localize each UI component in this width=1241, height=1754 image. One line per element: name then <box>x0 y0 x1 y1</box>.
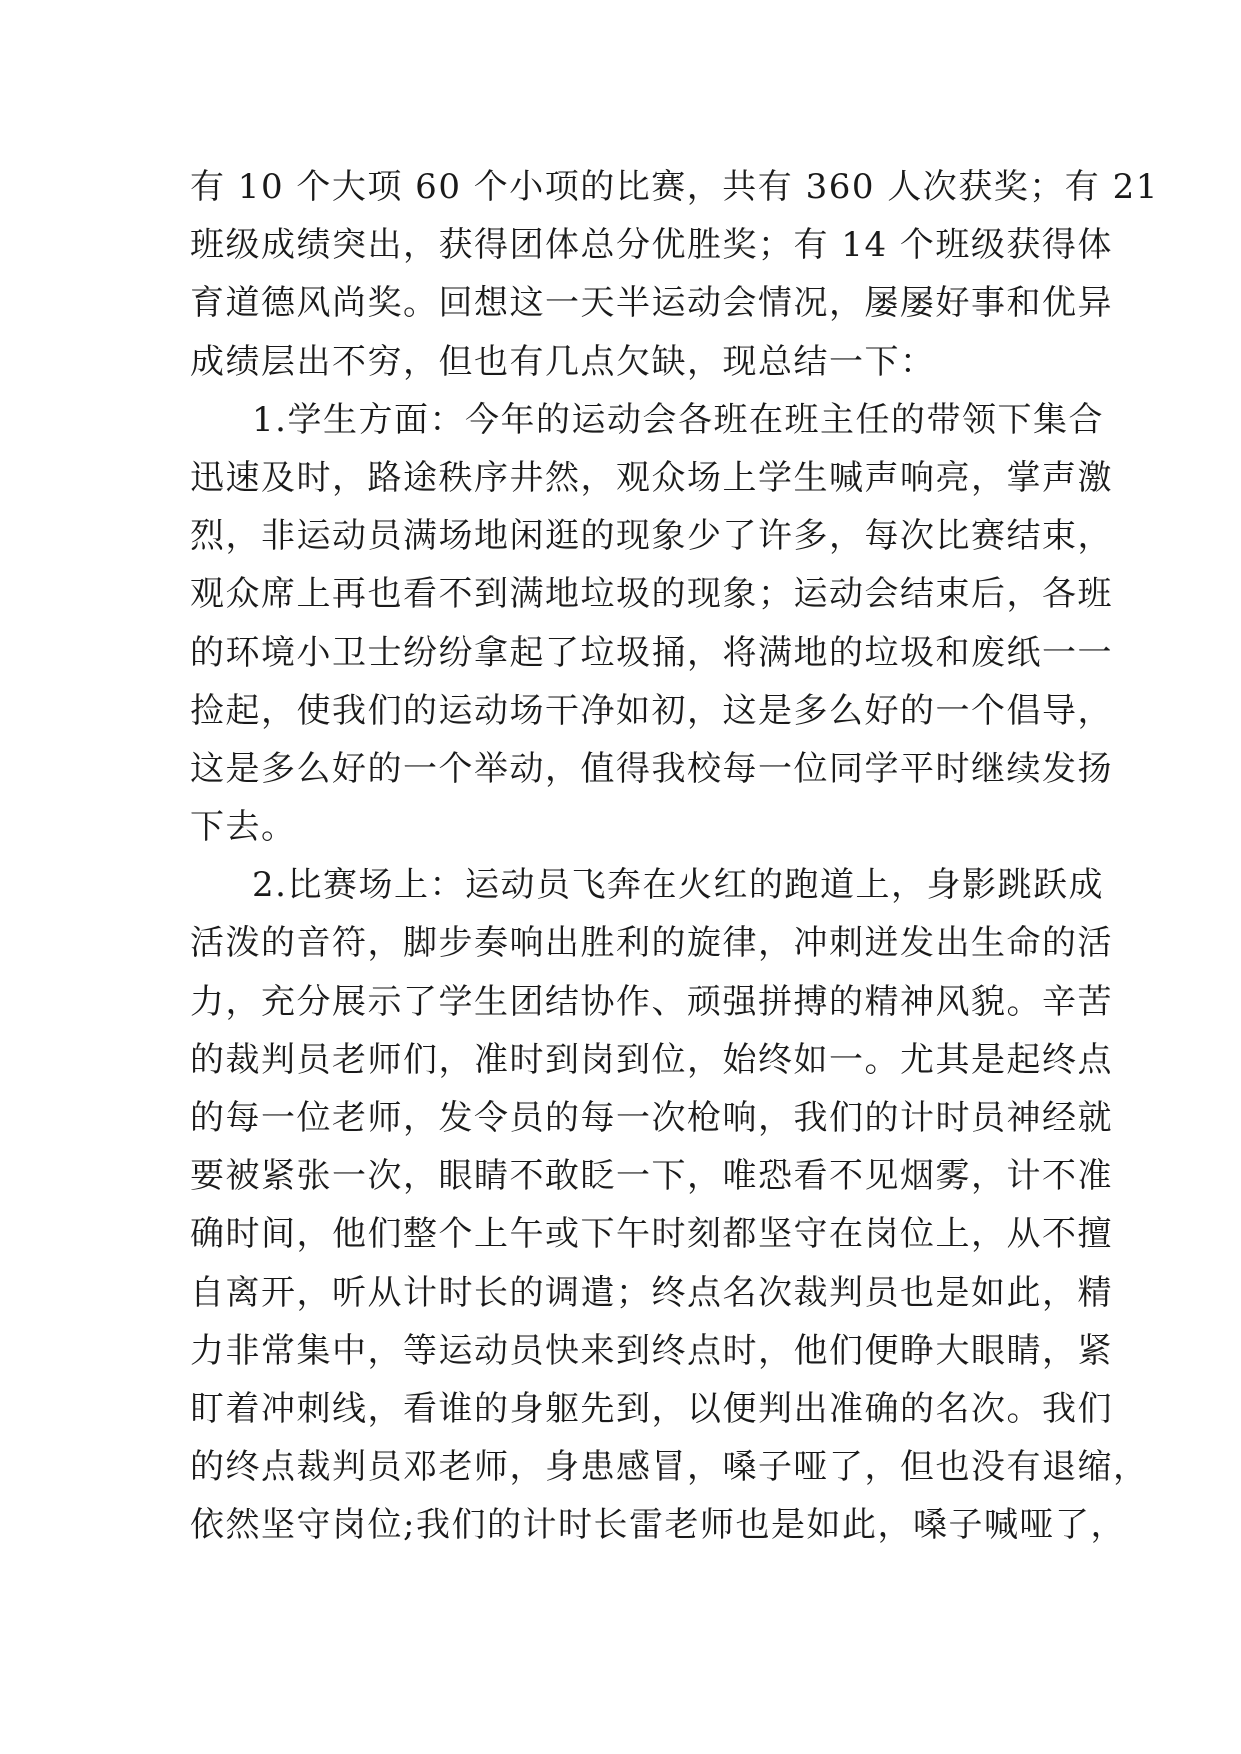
text-line: 捡起，使我们的运动场干净如初，这是多么好的一个倡导， <box>190 690 1113 731</box>
text-line: 这是多么好的一个举动，值得我校每一位同学平时继续发扬 <box>190 748 1113 789</box>
text-line: 力非常集中，等运动员快来到终点时，他们便睁大眼睛，紧 <box>190 1330 1113 1371</box>
body-text <box>190 158 1159 1555</box>
text-line: 成绩层出不穷，但也有几点欠缺，现总结一下： <box>190 341 936 382</box>
text-line: 确时间，他们整个上午或下午时刻都坚守在岗位上，从不擅 <box>190 1214 1113 1255</box>
text-line: 的每一位老师，发令员的每一次枪响，我们的计时员神经就 <box>190 1098 1113 1138</box>
text-line: 班级成绩突出，获得团体总分优胜奖；有 14 个班级获得体 <box>190 225 1113 266</box>
text-line: 的裁判员老师们，准时到岗到位，始终如一。尤其是起终点 <box>190 1039 1113 1080</box>
text-line: 下去。 <box>190 807 297 848</box>
text-line: 盯着冲刺线，看谁的身躯先到，以便判出准确的名次。我们 <box>190 1388 1113 1429</box>
text-line: 的环境小卫士纷纷拿起了垃圾捅，将满地的垃圾和废纸一一 <box>190 632 1113 673</box>
text-line: 有 10 个大项 60 个小项的比赛，共有 360 人次获奖；有 21 <box>190 167 1159 207</box>
text-line: 1.学生方面：今年的运动会各班在班主任的带领下集合 <box>252 399 1104 440</box>
text-line: 依然坚守岗位;我们的计时长雷老师也是如此，嗓子喊哑了， <box>190 1505 1126 1546</box>
text-line: 活泼的音符，脚步奏响出胜利的旋律，冲刺迸发出生命的活 <box>190 923 1113 964</box>
text-line: 烈，非运动员满场地闲逛的现象少了许多，每次比赛结束， <box>190 516 1113 557</box>
text-line: 的终点裁判员邓老师，身患感冒，嗓子哑了，但也没有退缩， <box>190 1447 1149 1488</box>
text-line: 自离开，听从计时长的调遣；终点名次裁判员也是如此，精 <box>190 1272 1113 1313</box>
text-line: 观众席上再也看不到满地垃圾的现象；运动会结束后，各班 <box>190 574 1113 615</box>
text-line: 育道德风尚奖。回想这一天半运动会情况，屡屡好事和优异 <box>190 283 1113 324</box>
text-line: 要被紧张一次，眼睛不敢眨一下，唯恐看不见烟雾，计不准 <box>190 1156 1113 1197</box>
text-line: 迅速及时，路途秩序井然，观众场上学生喊声响亮，掌声激 <box>190 457 1113 498</box>
text-line: 力，充分展示了学生团结协作、顽强拼搏的精神风貌。辛苦 <box>190 981 1113 1022</box>
text-line: 2.比赛场上：运动员飞奔在火红的跑道上，身影跳跃成 <box>252 865 1104 906</box>
